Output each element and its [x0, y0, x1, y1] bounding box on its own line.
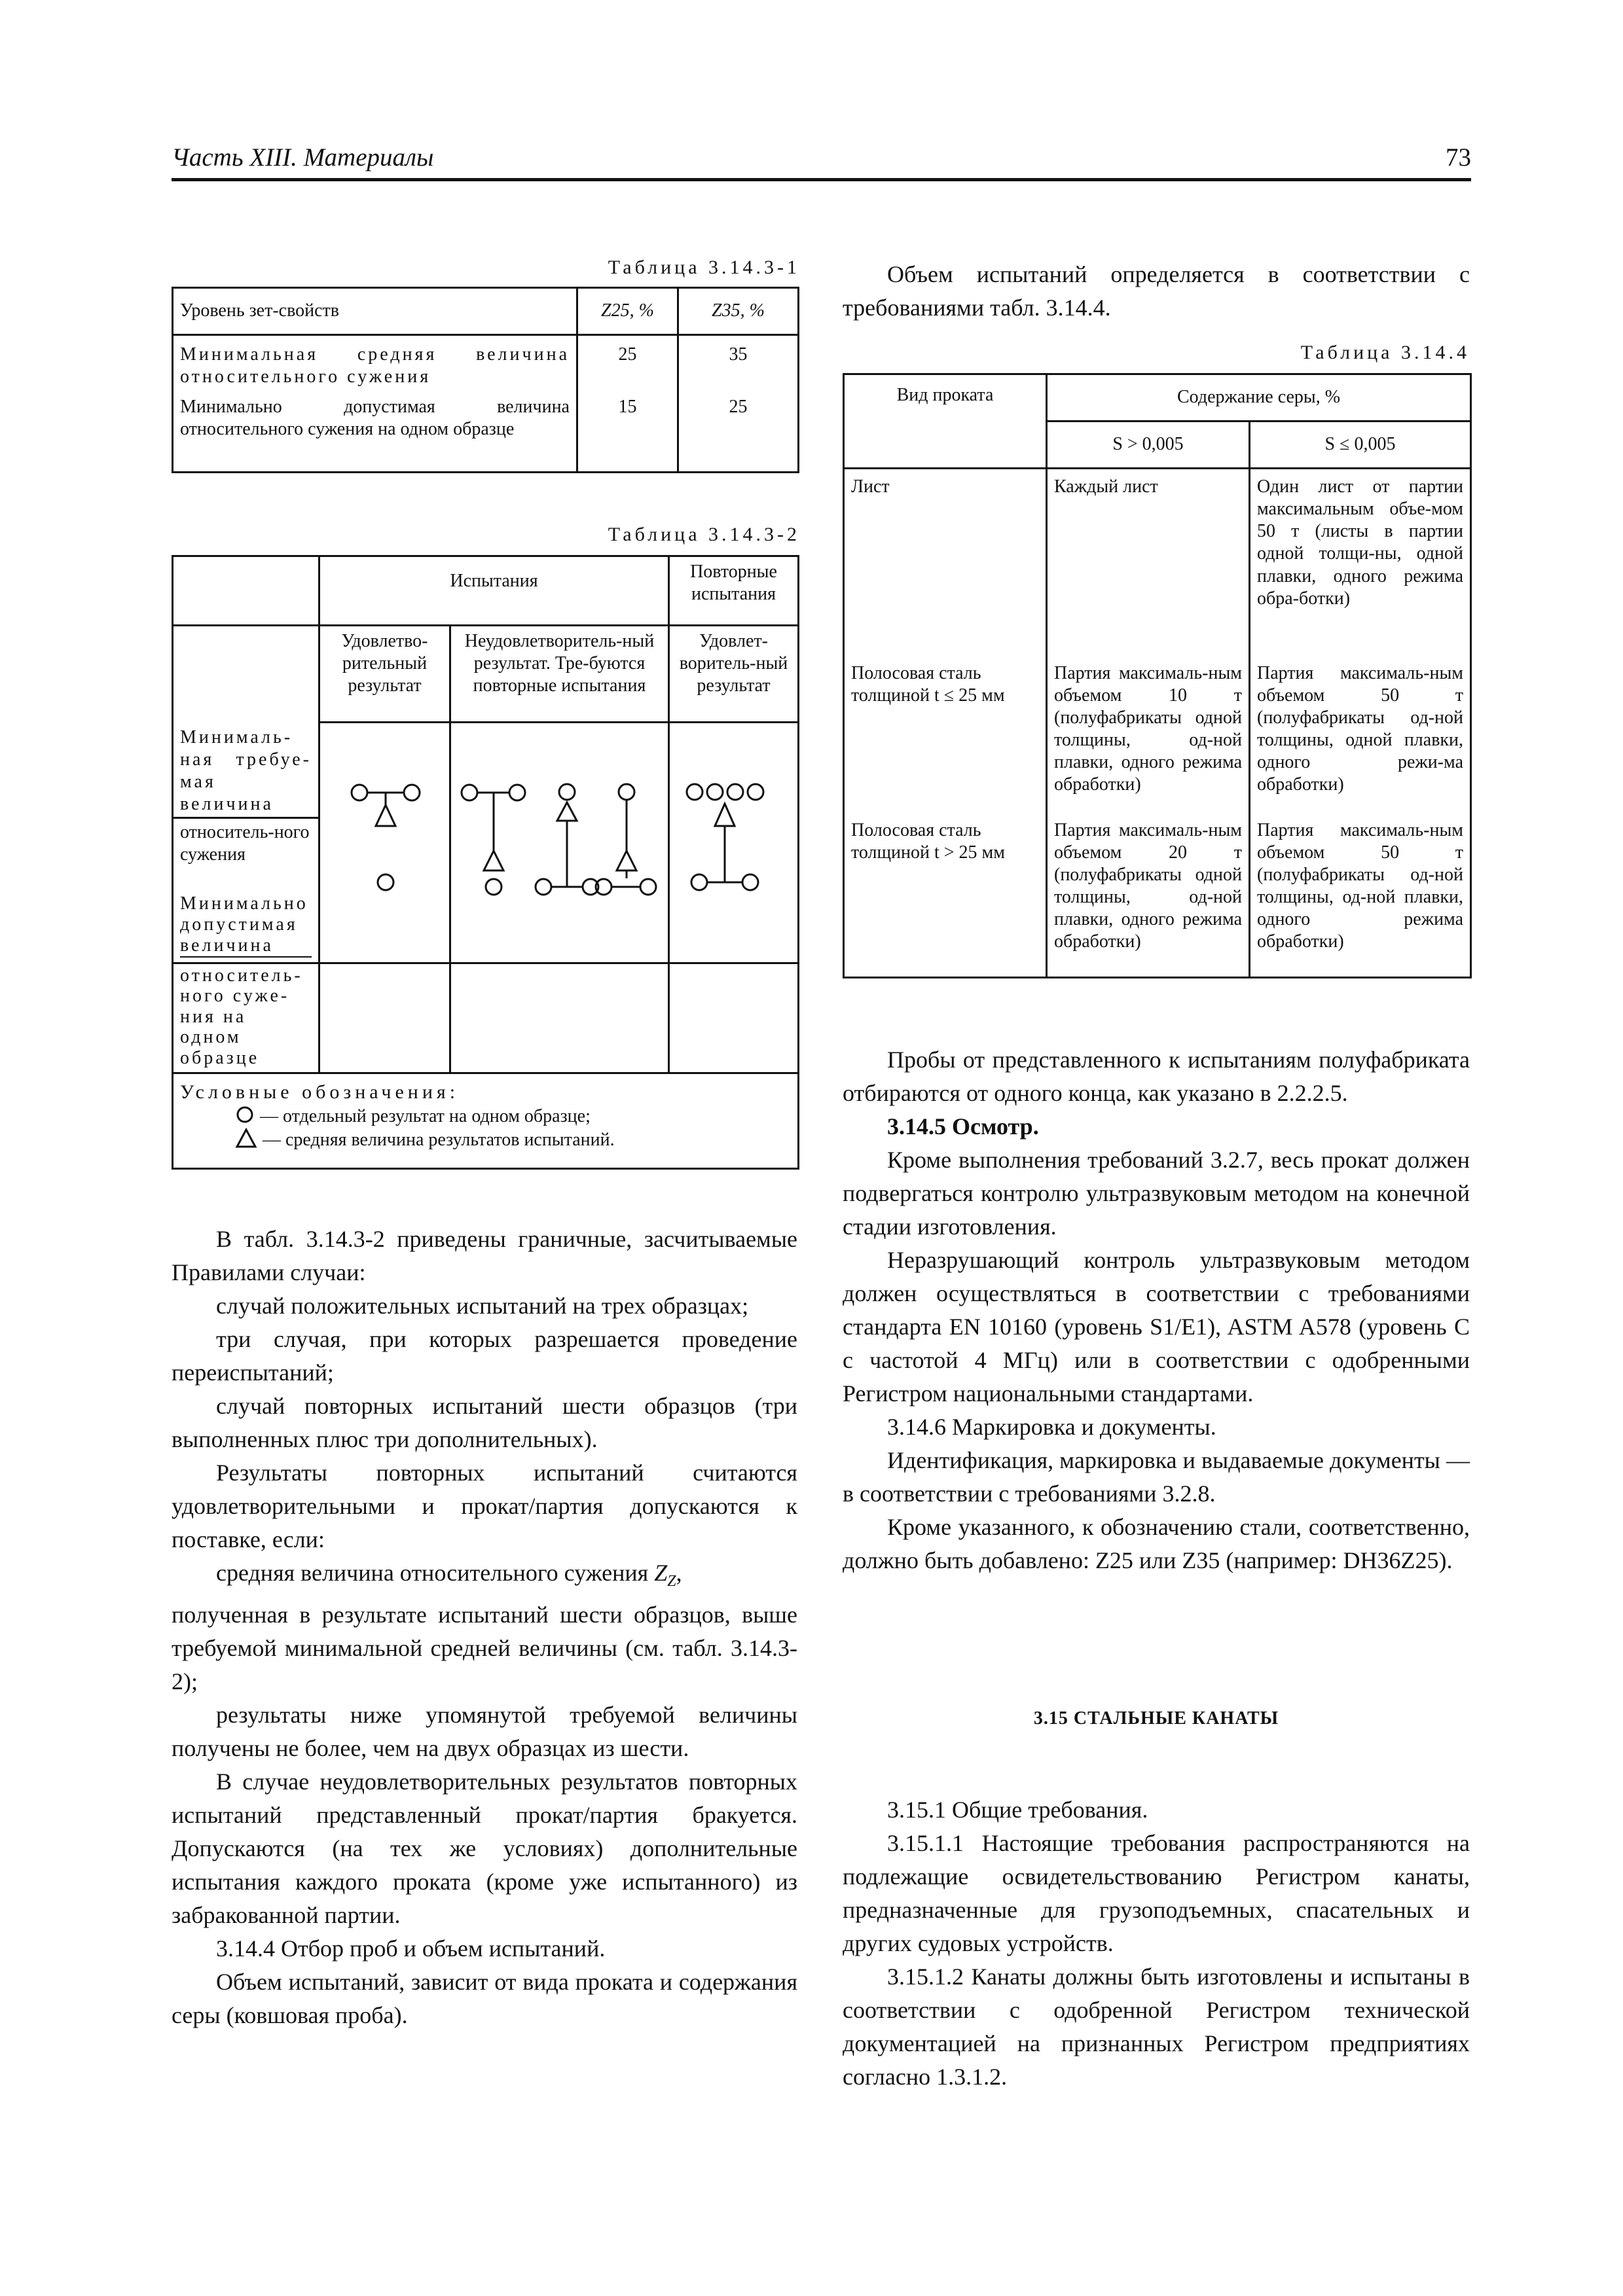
subsection-heading: 3.14.4 Отбор проб и объем испытаний. [216, 1935, 606, 1962]
paragraph: полученная в результате испытаний шести образцов, выше требуемой минимальной средней величины (см. табл. 3.14.3-2); [172, 1602, 797, 1695]
left-column-text [172, 1223, 797, 2032]
paragraph: случай повторных испытаний шести образцов (три выполненных плюс три дополнительных). [172, 1393, 797, 1452]
subsection-heading: 3.15.1 Общие требования. [887, 1797, 1148, 1823]
table1-header-z25: Z25, % [577, 288, 678, 335]
table2-row-min-average-b-text: относитель-ного сужения [180, 822, 310, 865]
paragraph-with-formula: средняя величина относительного сужения $Z_Z$, [216, 1560, 682, 1590]
formula-symbol: Z [654, 1560, 668, 1586]
table-caption-3-14-3-1: Таблица 3.14.3-1 [608, 257, 800, 278]
paragraph: В табл. 3.14.3-2 приведены граничные, засчитываемые Правилами случаи: [172, 1226, 797, 1285]
subsection-heading: 3.14.5 Осмотр. [887, 1113, 1039, 1139]
table2-legend [173, 1073, 799, 1168]
symbol-retest-ok [687, 784, 763, 890]
table2-header-tests: Испытания [319, 556, 669, 626]
right-column-text [843, 1043, 1470, 1577]
symbol-retest-case-3 [596, 784, 656, 895]
paragraph: Объем испытаний определяется в соответствии с требованиями табл. 3.14.4. [843, 261, 1470, 321]
legend-triangle-text: — средняя величина результатов испытаний. [263, 1129, 615, 1150]
table3-cell: Один лист от партии максимальным объе-мом 50 т (листы в партии одной толщи-ны, одной плавки, одного режима обра-ботки) [1250, 469, 1471, 658]
table-3-14-4 [843, 373, 1472, 978]
paragraph: результаты ниже упомянутой требуемой величины получены не более, чем на двух образцах из шести. [172, 1702, 797, 1762]
table3-row-type: Полосовая сталь толщиной t ≤ 25 мм [844, 658, 1047, 816]
symbol-satisfactory [352, 785, 420, 826]
page-number: 73 [1446, 143, 1471, 171]
right-intro [843, 258, 1470, 325]
table1-cell-value: 25 [678, 392, 799, 472]
paragraph: три случая, при которых разрешается проведение переиспытаний; [172, 1326, 797, 1386]
paragraph: Кроме выполнения требований 3.2.7, весь прокат должен подвергаться контролю ультразвуковым методом на конечной стадии изготовления. [843, 1147, 1470, 1240]
table2-sub-retest-ok: Удовлет-воритель-ный результат [669, 626, 799, 723]
legend-title: Условные обозначения: [180, 1081, 460, 1103]
table2-sub-unsatisfactory: Неудовлетворитель-ный результат. Тре-буются повторные испытания [450, 626, 669, 723]
symbol-retest-case-1 [462, 785, 525, 895]
paragraph: В случае неудовлетворительных результатов повторных испытаний представленный прокат/партия бракуется. Допускаются (на тех же условиях) дополнительные испытания каждого проката (кроме уже испытанного) из забракованной партии. [172, 1768, 797, 1929]
table1-row-label: Минимально допустимая величина относительного сужения на одном образце [173, 392, 577, 472]
table2-sub-satisfactory: Удовлетво-рительный результат [319, 626, 450, 723]
paragraph: Результаты повторных испытаний считаются удовлетворительными и прокат/партия допускаются к поставке, если: [172, 1460, 797, 1552]
table2-row-min-allowed-b: относитель-ного суже-ния на одном образце [173, 963, 319, 1073]
paragraph: Пробы от представленного к испытаниям полуфабриката отбираются от одного конца, как указано в 2.2.2.5. [843, 1047, 1470, 1106]
table3-cell: Партия максималь-ным объемом 50 т (полуфабрикаты од-ной толщины, од-ной плавки, одного режима обработки) [1250, 816, 1471, 978]
symbol-single-circle [378, 874, 393, 890]
table1-header-z35: Z35, % [678, 288, 799, 335]
paragraph: 3.15.1.1 Настоящие требования распространяются на подлежащие освидетельствованию Регистром канаты, предназначенные для грузоподъемных, спасательных и других судовых устройств. [843, 1830, 1470, 1956]
table3-header-s-gt: S > 0,005 [1047, 422, 1250, 469]
table-caption-3-14-3-2: Таблица 3.14.3-2 [608, 524, 800, 545]
paragraph: Объем испытаний, зависит от вида проката и содержания серы (ковшовая проба). [172, 1969, 797, 2029]
table3-cell: Партия максималь-ным объемом 50 т (полуфабрикаты од-ной толщины, одной плавки, одного режи-ма обработки) [1250, 658, 1471, 816]
paragraph: Неразрушающий контроль ультразвуковым методом должен осуществляться в соответствии с требованиями стандарта EN 10160 (уровень S1/E1), ASTM A578 (уровень C с частотой 4 МГц) или в соответствии с одобренными Регистром национальными стандартами. [843, 1247, 1470, 1407]
paragraph-lead: средняя величина относительного сужения [216, 1560, 649, 1586]
formula-subscript: Z [667, 1573, 676, 1590]
table2-header-retests: Повторные испытания [669, 556, 799, 626]
paragraph: случай положительных испытаний на трех образцах; [216, 1293, 749, 1319]
table1-cell-value: 25 [577, 335, 678, 393]
table2-row-min-average-a: Минималь-ная требуе-мая величина [173, 723, 319, 818]
table3-cell: Партия максималь-ным объемом 20 т (полуфабрикаты одной толщины, од-ной плавки, одного режима обработки) [1047, 816, 1250, 978]
table3-cell: Каждый лист [1047, 469, 1250, 658]
table-caption-3-14-4: Таблица 3.14.4 [1300, 342, 1470, 363]
triangle-symbol-icon [235, 1128, 257, 1149]
section-text [843, 1793, 1470, 2094]
table1-cell-value: 15 [577, 392, 678, 472]
legend-circle-text: — отдельный результат на одном образце; [260, 1105, 591, 1126]
symbol-retest-case-2 [536, 784, 598, 895]
table3-row-type: Лист [844, 469, 1047, 658]
circle-symbol-icon [235, 1105, 255, 1124]
table1-header-level: Уровень зет-свойств [173, 288, 577, 335]
table1-cell-value: 35 [678, 335, 799, 393]
paragraph: 3.15.1.2 Канаты должны быть изготовлены и испытаны в соответствии с одобренной Регистром технической документацией на признанных Регистром предприятиях согласно 1.3.1.2. [843, 1964, 1470, 2090]
table1-row-label: Минимальная средняя величина относительного сужения [173, 335, 577, 393]
table2-row-min-allowed-a: Минимально допустимая величина [180, 893, 312, 958]
table3-header-sulfur: Содержание серы, % [1047, 374, 1471, 422]
running-header-title: Часть XIII. Материалы [172, 143, 434, 171]
table3-header-s-le: S ≤ 0,005 [1250, 422, 1471, 469]
subsection-heading: 3.14.6 Маркировка и документы. [887, 1414, 1216, 1440]
paragraph: Идентификация, маркировка и выдаваемые документы — в соответствии с требованиями 3.2.8. [843, 1447, 1470, 1507]
section-title: 3.15 СТАЛЬНЫЕ КАНАТЫ [1033, 1708, 1279, 1729]
legend-triangle-row [180, 1128, 791, 1151]
table3-cell: Партия максималь-ным объемом 10 т (полуфабрикаты одной толщины, од-ной плавки, одного режима обработки) [1047, 658, 1250, 816]
legend-circle-row [180, 1105, 791, 1128]
table3-header-type: Вид проката [844, 374, 1047, 469]
table3-row-type: Полосовая сталь толщиной t > 25 мм [844, 816, 1047, 978]
paragraph: Кроме указанного, к обозначению стали, соответственно, должно быть добавлено: Z25 или Z35 (например: DH36Z25). [843, 1514, 1470, 1573]
